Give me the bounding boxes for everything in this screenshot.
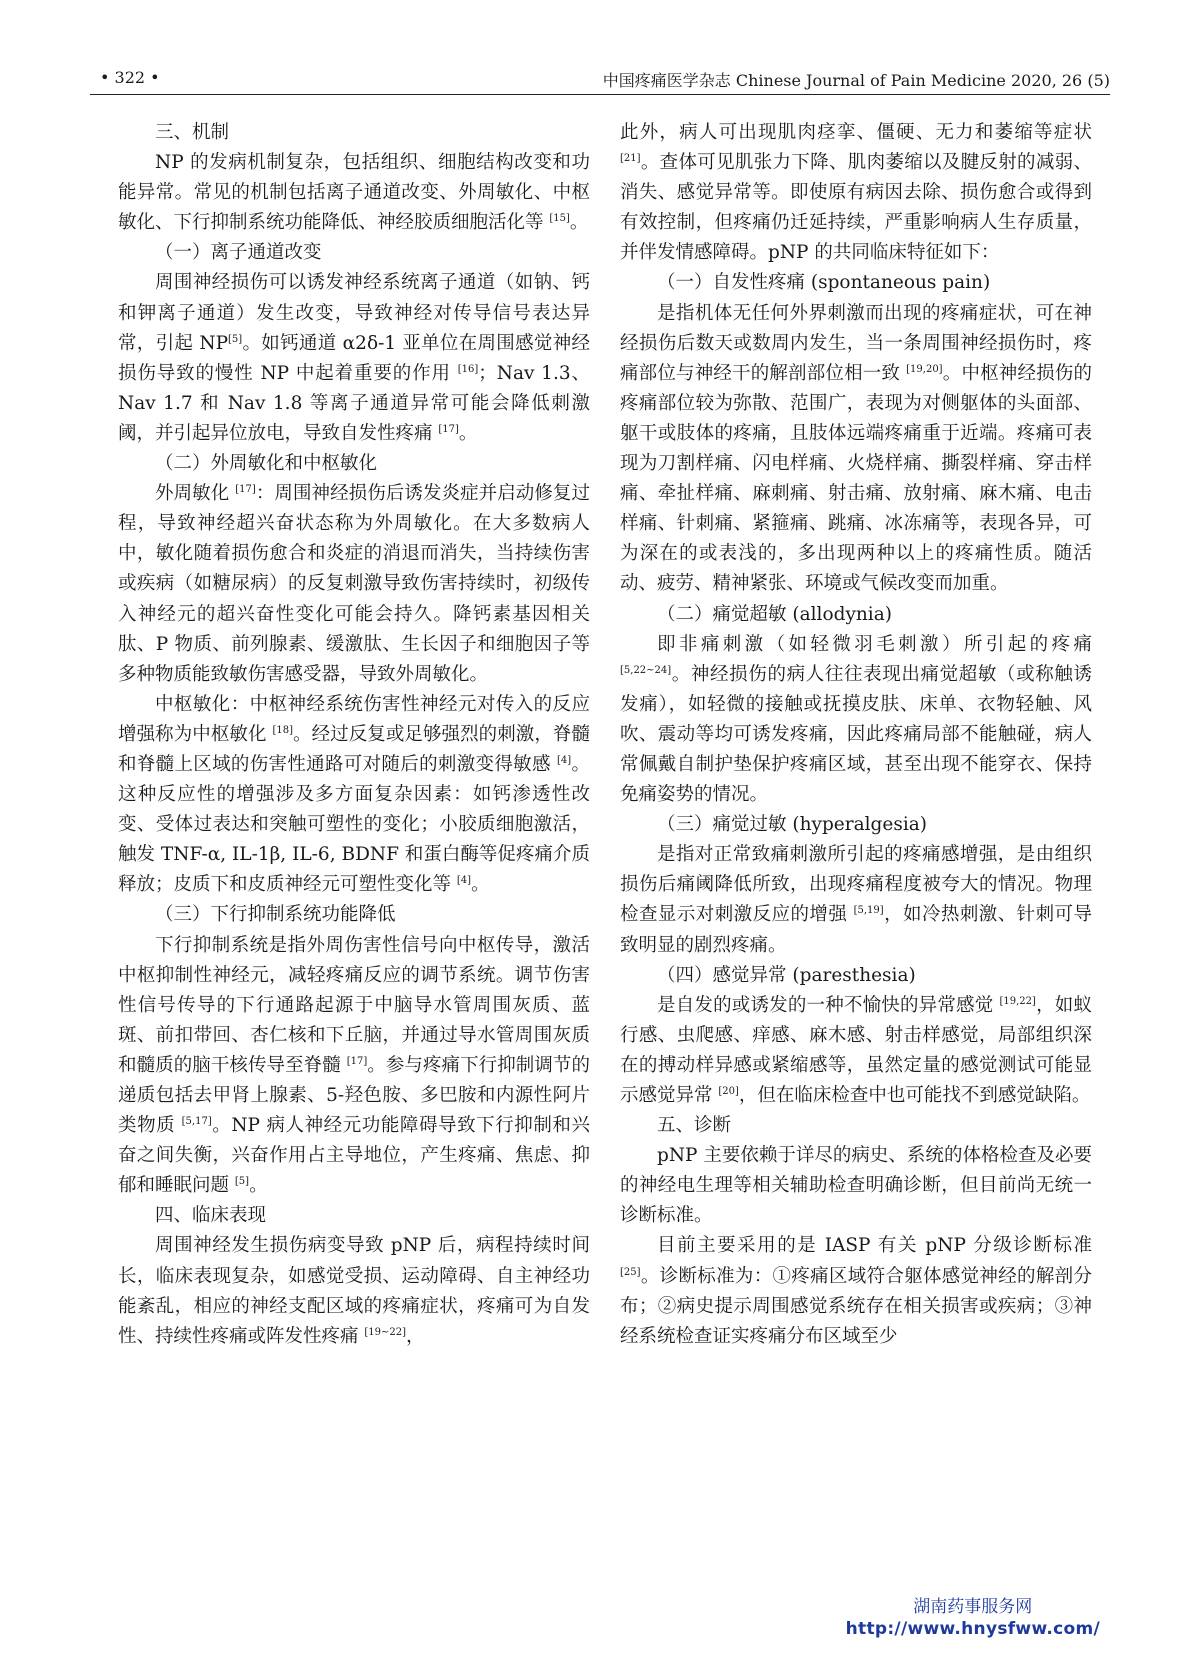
- section-heading: 三、机制: [155, 122, 230, 143]
- watermark-url[interactable]: http://www.hnysfww.com/: [845, 1619, 1100, 1639]
- citation: [5]: [234, 1176, 250, 1188]
- journal-title: 中国疼痛医学杂志 Chinese Journal of Pain Medicine 2020, 26 (5): [602, 71, 1110, 90]
- citation: [5,17]: [181, 1115, 212, 1127]
- citation: [5,22~24]: [620, 664, 672, 676]
- left-column: [118, 118, 590, 1352]
- paragraph: pNP 主要依赖于详尽的病史、系统的体格检查及必要的神经电生理等相关辅助检查明确诊断，但目前尚无统一诊断标准。: [620, 1145, 1092, 1227]
- citation: [5,19]: [853, 905, 884, 917]
- section-heading: （一）自发性疼痛 (spontaneous pain): [657, 272, 991, 294]
- section-heading: （一）离子通道改变: [155, 242, 322, 264]
- paragraph: 此外，病人可出现肌肉痉挛、僵硬、无力和萎缩等症状 [21]。查体可见肌张力下降、肌肉萎缩以及腱反射的减弱、消失、感觉异常等。即使原有病因去除、损伤愈合或得到有效控制，但疼痛仍迁延持续，严重影响病人生存质量，并伴发情感障碍。pNP 的共同临床特征如下：: [620, 122, 1092, 264]
- citation: [19~22]: [364, 1326, 407, 1338]
- paragraph: 目前主要采用的是 IASP 有关 pNP 分级诊断标准 [25]。诊断标准为：①疼痛区域符合躯体感觉神经的解剖分布；②病史提示周围感觉系统存在相关损害或疾病；③神经系统检查证实疼痛分布区域至少: [620, 1235, 1092, 1347]
- paragraph: 下行抑制系统是指外周伤害性信号向中枢传导，激活中枢抑制性神经元，减轻疼痛反应的调节系统。调节伤害性信号传导的下行通路起源于中脑导水管周围灰质、蓝斑、前扣带回、杏仁核和下丘脑，并通过导水管周围灰质和髓质的脑干核传导至脊髓 [17]。参与疼痛下行抑制调节的递质包括去甲肾上腺素、5-羟色胺、多巴胺和内源性阿片类物质 [5,17]。NP 病人神经元功能障碍导致下行抑制和兴奋之间失衡，兴奋作用占主导地位，产生疼痛、焦虑、抑郁和睡眠问题 [5]。: [118, 934, 590, 1197]
- citation: [25]: [620, 1266, 641, 1278]
- paragraph: 即非痛刺激（如轻微羽毛刺激）所引起的疼痛 [5,22~24]。神经损伤的病人往往表现出痛觉超敏（或称触诱发痛），如轻微的接触或抚摸皮肤、床单、衣物轻触、风吹、震动等均可诱发疼痛，因此疼痛局部不能触碰，病人常佩戴自制护垫保护疼痛区域，甚至出现不能穿衣、保持免痛姿势的情况。: [620, 633, 1092, 806]
- citation: [17]: [346, 1055, 368, 1067]
- citation: [19,22]: [999, 995, 1036, 1007]
- citation: [16]: [457, 363, 479, 375]
- section-heading: （三）下行抑制系统功能降低: [155, 904, 396, 926]
- paragraph: 周围神经损伤可以诱发神经系统离子通道（如钠、钙和钾离子通道）发生改变，导致神经对传导信号表达异常，引起 NP[5]。如钙通道 α2δ-1 亚单位在周围感觉神经损伤导致的慢性 NP 中起着重要的作用 [16]；Nav 1.3、Nav 1.7 和 Nav 1.8 等离子通道异常可能会降低刺激阈，并引起异位放电，导致自发性疼痛 [17]。: [118, 272, 590, 444]
- section-heading: 四、临床表现: [155, 1205, 267, 1227]
- citation: [15]: [549, 213, 570, 225]
- citation: [4]: [557, 754, 572, 766]
- paragraph: 是指对正常致痛刺激所引起的疼痛感增强，是由组织损伤后痛阈降低所致，出现疼痛程度被夸大的情况。物理检查显示对刺激反应的增强 [5,19]，如冷热刺激、针刺可导致明显的剧烈疼痛。: [620, 844, 1092, 956]
- section-heading: （三）痛觉过敏 (hyperalgesia): [657, 814, 927, 836]
- paragraph: NP 的发病机制复杂，包括组织、细胞结构改变和功能异常。常见的机制包括离子通道改变、外周敏化、中枢敏化、下行抑制系统功能降低、神经胶质细胞活化等 [15]。: [118, 152, 590, 234]
- section-heading: 五、诊断: [657, 1115, 732, 1137]
- citation: [17]: [438, 423, 459, 435]
- paragraph: 是指机体无任何外界刺激而出现的疼痛症状，可在神经损伤后数天或数周内发生，当一条周围神经损伤时，疼痛部位与神经干的解剖部位相一致 [19,20]。中枢神经损伤的疼痛部位较为弥散、范围广，表现为对侧躯体的头面部、躯干或肢体的疼痛，且肢体远端疼痛重于近端。疼痛可表现为刀割样痛、闪电样痛、火烧样痛、撕裂样痛、穿击样痛、牵扯样痛、麻刺痛、射击痛、放射痛、麻木痛、电击样痛、针刺痛、紧箍痛、跳痛、冰冻痛等，表现各异，可为深在的或表浅的，多出现两种以上的疼痛性质。随活动、疲劳、精神紧张、环境或气候改变而加重。: [620, 302, 1092, 595]
- paragraph: 中枢敏化：中枢神经系统伤害性神经元对传入的反应增强称为中枢敏化 [18]。经过反复或足够强烈的刺激，脊髓和脊髓上区域的伤害性通路可对随后的刺激变得敏感 [4]。这种反应性的增强涉及多方面复杂因素：如钙渗透性改变、受体过表达和突触可塑性的变化；小胶质细胞激活，触发 TNF-α, IL-1β, IL-6, BDNF 和蛋白酶等促疼痛介质释放；皮质下和皮质神经元可塑性变化等 [4]。: [118, 693, 590, 896]
- paragraph: 外周敏化 [17]：周围神经损伤后诱发炎症并启动修复过程，导致神经超兴奋状态称为外周敏化。在大多数病人中，敏化随着损伤愈合和炎症的消退而消失，当持续伤害或疾病（如糖尿病）的反复刺激导致伤害持续时，初级传入神经元的超兴奋性变化可能会持久。降钙素基因相关肽、P 物质、前列腺素、缓激肽、生长因子和细胞因子等多种物质能致敏伤害感受器，导致外周敏化。: [118, 483, 590, 685]
- citation: [4]: [456, 875, 472, 887]
- watermark: [846, 1596, 1100, 1640]
- section-heading: （二）外周敏化和中枢敏化: [155, 453, 378, 475]
- running-header: [90, 66, 1110, 95]
- section-heading: （二）痛觉超敏 (allodynia): [657, 603, 892, 625]
- citation: [17]: [235, 483, 256, 495]
- watermark-name: 湖南药事服务网: [913, 1597, 1033, 1617]
- section-heading: （四）感觉异常 (paresthesia): [657, 964, 916, 986]
- paragraph: 周围神经发生损伤病变导致 pNP 后，病程持续时间长，临床表现复杂，如感觉受损、运动障碍、自主神经功能紊乱，相应的神经支配区域的疼痛症状，疼痛可为自发性、持续性疼痛或阵发性疼痛 [19~22]，: [118, 1235, 590, 1347]
- citation: [18]: [272, 724, 293, 736]
- page-number: • 322 •: [100, 68, 160, 87]
- citation: [19,20]: [906, 363, 943, 375]
- citation: [20]: [718, 1085, 739, 1097]
- citation: [21]: [620, 152, 641, 164]
- citation: [5]: [228, 333, 243, 345]
- right-column: [620, 118, 1092, 1352]
- paragraph: 是自发的或诱发的一种不愉快的异常感觉 [19,22]，如蚁行感、虫爬感、痒感、麻木感、射击样感觉，局部组织深在的搏动样异感或紧缩感等，虽然定量的感觉测试可能显示感觉异常 [20]，但在临床检查中也可能找不到感觉缺陷。: [620, 994, 1092, 1106]
